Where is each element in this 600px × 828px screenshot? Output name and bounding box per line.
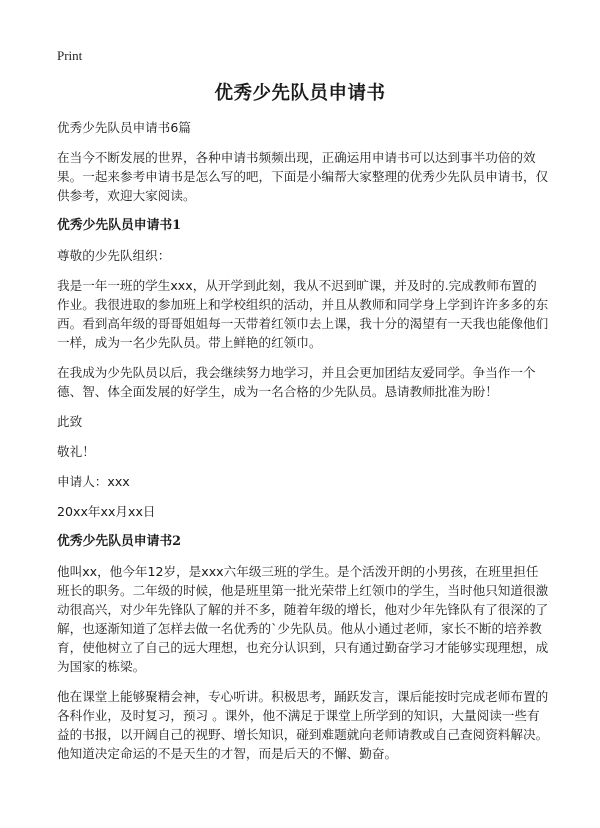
body-paragraph: 我是一年一班的学生xxx，从开学到此刻，我从不迟到旷课，并及时的.完成教师布置的作业。我很进取的参加班上和学校组织的活动，并且从教师和同学身上学到许许多多的东西。看到高年级的哥哥姐姐每一天带着红领巾去上课，我十分的渴望有一天我也能像他们一样，成为一名少先队员。带上鲜艳的红领巾。 [57,278,549,350]
body-paragraph: 他在课堂上能够聚精会神，专心听讲。积极思考，踊跃发言，课后能按时完成老师布置的各科作业，及时复习，预习 。课外，他不满足于课堂上所学到的知识，大量阅读一些有益的书报，以开阔自己的视野、增长知识，碰到难题就向老师请教或自己查阅资料解决。他知道决定命运的不是天生的才智，而是后天的不懈、勤奋。 [57,689,549,761]
page-title: 优秀少先队员申请书 [214,83,386,104]
body-paragraph: 他叫xx，他今年12岁，是xxx六年级三班的学生。是个活泼开朗的小男孩，在班里担任班长的职务。二年级的时候，他是班里第一批光荣带上红领巾的学生，当时他只知道很激动很高兴，对少年先锋队了解的并不多，随着年级的增长，他对少年先锋队有了很深的了解，也逐渐知道了怎样去做一名优秀的`少先队员。他从小通过老师，家长不断的培养教育，使他树立了自己的远大理想，也充分认识到，只有通过勤奋学习才能够实现理想，成为国家的栋梁。 [57,564,549,674]
date-line: 20xx年xx月xx日 [57,504,156,519]
closing-line-1: 此致 [57,414,83,429]
body-paragraph: 在我成为少先队员以后，我会继续努力地学习，并且会更加团结友爱同学。争当作一个德、智、体全面发展的好学生，成为一名合格的少先队员。恳请教师批准为盼！ [57,365,536,399]
document-body [57,118,549,774]
section-heading-1: 优秀少先队员申请书1 [57,218,182,233]
print-link[interactable]: Print [57,48,83,63]
applicant-line: 申请人：xxx [57,474,130,489]
intro-paragraph: 在当今不断发展的世界，各种申请书频频出现，正确运用申请书可以达到事半功倍的效果。一起来参考申请书是怎么写的吧，下面是小编帮大家整理的优秀少先队员申请书，仅供参考，欢迎大家阅读。 [57,150,549,203]
salutation: 尊敬的少先队组织： [57,248,171,263]
closing-line-2: 敬礼！ [57,444,95,459]
section-heading-2: 优秀少先队员申请书2 [57,534,182,549]
document-subtitle: 优秀少先队员申请书6篇 [57,120,191,135]
